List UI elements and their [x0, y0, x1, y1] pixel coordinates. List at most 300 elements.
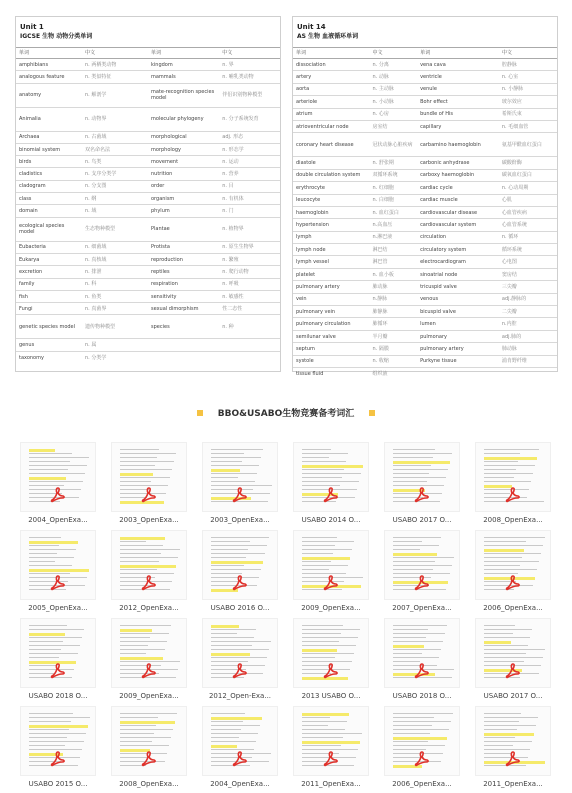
table-row — [293, 59, 557, 71]
term-cell: pulmonary — [417, 330, 499, 342]
thumbnail-text-line — [120, 745, 169, 746]
thumbnail-text-line — [393, 637, 426, 638]
term-cell: excretion — [16, 266, 82, 278]
thumbnail-text-line — [29, 549, 76, 550]
term-cell: cardiovascular disease — [417, 206, 499, 218]
table-row — [16, 156, 280, 168]
thumbnail-text-line — [393, 649, 441, 650]
pdf-file-item[interactable] — [14, 530, 102, 620]
translation-cell: n. 舒张期 — [370, 157, 418, 169]
translation-cell: n. 毛细血管 — [499, 120, 557, 132]
translation-cell: n. 敏感性 — [219, 290, 280, 302]
term-cell: birds — [16, 156, 82, 168]
thumbnail-text-line — [211, 537, 269, 538]
translation-cell: n. 小静脉 — [499, 83, 557, 95]
translation-cell: 碳氧血红蛋白 — [499, 169, 557, 181]
thumbnail-text-line — [120, 717, 158, 718]
term-cell: family — [16, 278, 82, 290]
pdf-icon — [141, 662, 157, 680]
pdf-file-item[interactable] — [196, 706, 284, 793]
file-name: 2003_OpenExa... — [210, 516, 270, 524]
thumbnail-text-line — [393, 625, 447, 626]
table-row — [293, 219, 557, 231]
thumbnail-text-line — [484, 629, 532, 630]
pdf-file-item[interactable] — [105, 618, 193, 708]
thumbnail-text-line — [120, 453, 176, 454]
translation-cell: 淋巴结 — [370, 244, 418, 256]
term-cell: genetic species model — [16, 315, 82, 339]
thumbnail-text-line — [484, 625, 515, 626]
table-row — [16, 83, 280, 107]
pdf-file-item[interactable] — [287, 442, 375, 532]
thumbnail-text-line — [29, 453, 72, 454]
term-cell: lumen — [417, 318, 499, 330]
table-row — [16, 193, 280, 205]
thumbnail-text-line — [211, 477, 238, 478]
pdf-file-item[interactable] — [287, 618, 375, 708]
unit-subtitle: IGCSE 生物 动物分类单词 — [20, 33, 93, 40]
translation-cell: n.高血压 — [370, 219, 418, 231]
term-cell: phylum — [148, 205, 219, 217]
thumbnail-text-line — [302, 561, 331, 562]
thumbnail-text-line — [211, 645, 252, 646]
pdf-file-item[interactable] — [469, 442, 557, 532]
pdf-file-item[interactable] — [378, 442, 466, 532]
thumbnail-text-line — [211, 737, 239, 738]
pdf-icon — [50, 486, 66, 504]
table-row — [293, 343, 557, 355]
translation-cell: n. 心动周期 — [499, 182, 557, 194]
thumbnail-text-line — [484, 645, 528, 646]
pdf-icon — [232, 750, 248, 768]
term-cell: dissociation — [293, 59, 370, 71]
thumbnail-text-line — [120, 657, 163, 660]
thumbnail-text-line — [484, 569, 537, 570]
thumbnail-text-line — [393, 541, 422, 542]
translation-cell: n. 动脉 — [370, 71, 418, 83]
thumbnail-text-line — [393, 645, 424, 648]
thumbnail-text-line — [302, 545, 335, 546]
thumbnail-text-line — [29, 449, 55, 452]
thumbnail-text-line — [29, 465, 87, 466]
thumbnail-text-line — [29, 629, 84, 630]
table-row — [293, 157, 557, 169]
table-row — [293, 169, 557, 181]
thumbnail-text-line — [302, 537, 337, 538]
table-row — [293, 330, 557, 342]
pdf-file-item[interactable] — [287, 706, 375, 793]
translation-cell: 房室结 — [370, 120, 418, 132]
file-name: USABO 2018 O... — [392, 692, 452, 700]
translation-cell — [219, 351, 280, 363]
translation-cell: n. 排泄 — [82, 266, 148, 278]
file-name: 2008_OpenExa... — [483, 516, 543, 524]
thumbnail-text-line — [29, 641, 63, 642]
vocab-sheet-unit-14 — [292, 16, 558, 377]
translation-cell: n. 真菌界 — [82, 303, 148, 315]
unit-title: Unit 1 — [20, 23, 44, 31]
translation-cell: n. 隔膜 — [370, 343, 418, 355]
thumbnail-text-line — [484, 457, 537, 460]
translation-cell: 心血管系统 — [499, 219, 557, 231]
translation-cell: 窦房结 — [499, 268, 557, 280]
term-cell: class — [16, 193, 82, 205]
term-cell: tissue fluid — [293, 367, 370, 379]
thumbnail-text-line — [120, 641, 167, 642]
bullet-square-icon — [197, 410, 203, 416]
table-row — [293, 206, 557, 218]
pdf-file-item[interactable] — [105, 530, 193, 620]
pdf-file-item[interactable] — [469, 706, 557, 793]
table-row — [293, 355, 557, 367]
translation-cell: n. 细菌域 — [82, 241, 148, 253]
table-row — [16, 278, 280, 290]
thumbnail-text-line — [211, 745, 237, 748]
thumbnail-text-line — [393, 717, 434, 718]
term-cell: mate-recognition species model — [148, 83, 219, 107]
thumbnail-text-line — [484, 653, 526, 654]
thumbnail-text-line — [393, 737, 447, 740]
thumbnail-text-line — [211, 633, 237, 634]
pdf-file-item[interactable] — [105, 442, 193, 532]
thumbnail-text-line — [120, 549, 180, 550]
thumbnail-text-line — [120, 481, 151, 482]
thumbnail-text-line — [393, 457, 433, 458]
thumbnail-text-line — [120, 725, 156, 726]
thumbnail-text-line — [120, 737, 171, 738]
translation-cell: n. 动物界 — [82, 107, 148, 131]
term-cell: venule — [417, 83, 499, 95]
table-row — [16, 351, 280, 363]
thumbnail-text-line — [120, 625, 171, 626]
table-header-row — [16, 48, 280, 59]
translation-cell: 双名命名法 — [82, 143, 148, 155]
thumbnail-text-line — [302, 713, 349, 716]
sheet-header — [16, 17, 280, 47]
translation-cell: n. 类似特征 — [82, 71, 148, 83]
file-name: USABO 2017 O... — [483, 692, 543, 700]
translation-cell: n. 血红蛋白 — [370, 206, 418, 218]
table-row — [293, 318, 557, 330]
translation-cell: n. 循环 — [499, 231, 557, 243]
thumbnail-text-line — [120, 553, 161, 554]
pdf-file-item[interactable] — [378, 530, 466, 620]
pdf-icon — [323, 574, 339, 592]
thumbnail-text-line — [120, 541, 146, 542]
pdf-file-item[interactable] — [287, 530, 375, 620]
thumbnail-text-line — [484, 565, 520, 566]
table-row — [293, 268, 557, 280]
pdf-icon — [414, 662, 430, 680]
thumbnail-text-line — [393, 741, 428, 742]
thumbnail-text-line — [484, 561, 539, 562]
thumbnail-text-line — [393, 641, 443, 642]
thumbnail-text-line — [484, 477, 514, 478]
term-cell: cardiac muscle — [417, 194, 499, 206]
thumbnail-text-line — [302, 465, 363, 468]
thumbnail-text-line — [393, 629, 428, 630]
file-name: 2011_OpenExa... — [483, 780, 543, 788]
pdf-file-item[interactable] — [196, 530, 284, 620]
term-cell: Eukarya — [16, 253, 82, 265]
translation-cell: 浦肯野纤维 — [499, 355, 557, 367]
thumbnail-text-line — [211, 449, 263, 450]
thumbnail-text-line — [393, 469, 448, 470]
bullet-square-icon — [369, 410, 375, 416]
thumbnail-text-line — [302, 653, 354, 654]
table-row — [293, 293, 557, 305]
term-cell: pulmonary artery — [293, 281, 370, 293]
thumbnail-text-line — [393, 729, 449, 730]
thumbnail-text-line — [484, 553, 541, 554]
term-cell: atrioventricular node — [293, 120, 370, 132]
pdf-icon — [323, 486, 339, 504]
pdf-icon — [323, 662, 339, 680]
pdf-file-item[interactable] — [469, 530, 557, 620]
thumbnail-text-line — [484, 541, 526, 542]
term-cell — [148, 351, 219, 363]
translation-cell: n. 原生生物界 — [219, 241, 280, 253]
thumbnail-text-line — [211, 545, 267, 546]
term-cell: ventricle — [417, 71, 499, 83]
file-name: 2008_OpenExa... — [119, 780, 179, 788]
pdf-file-item[interactable] — [196, 618, 284, 708]
term-cell: order — [148, 180, 219, 192]
table-row — [293, 244, 557, 256]
thumbnail-text-line — [302, 473, 361, 474]
translation-cell: n. 繁殖 — [219, 253, 280, 265]
file-name: 2012_OpenExa... — [119, 604, 179, 612]
pdf-file-item[interactable] — [14, 442, 102, 532]
thumbnail-text-line — [211, 461, 242, 462]
thumbnail-text-line — [211, 549, 248, 550]
thumbnail-text-line — [393, 733, 430, 734]
term-cell: binomial system — [16, 143, 82, 155]
term-cell: circulatory system — [417, 244, 499, 256]
thumbnail-text-line — [211, 557, 246, 558]
term-cell: Fungi — [16, 303, 82, 315]
thumbnail-text-line — [211, 725, 260, 726]
term-cell: cladogram — [16, 180, 82, 192]
thumbnail-text-line — [393, 553, 437, 556]
thumbnail-text-line — [393, 549, 420, 550]
vocab-table — [293, 47, 557, 380]
pdf-file-item[interactable] — [105, 706, 193, 793]
file-name: 2003_OpenExa... — [119, 516, 179, 524]
pdf-icon — [141, 486, 157, 504]
thumbnail-text-line — [211, 625, 239, 628]
thumbnail-text-line — [29, 745, 65, 746]
table-row — [293, 71, 557, 83]
term-cell: species — [148, 315, 219, 339]
file-name: 2004_OpenExa... — [28, 516, 88, 524]
translation-cell: 心电图 — [499, 256, 557, 268]
thumbnail-text-line — [120, 729, 173, 730]
thumbnail-text-line — [302, 461, 346, 462]
term-cell: analogous feature — [16, 71, 82, 83]
thumbnail-text-line — [120, 537, 165, 540]
translation-cell: n. 呼吸 — [219, 278, 280, 290]
table-row — [293, 182, 557, 194]
table-row — [293, 306, 557, 318]
translation-cell: n. 解剖学 — [82, 83, 148, 107]
thumbnail-text-line — [29, 653, 78, 654]
table-row — [293, 120, 557, 132]
thumbnail-text-line — [29, 733, 86, 734]
term-cell: mammals — [148, 71, 219, 83]
thumbnail-text-line — [211, 453, 244, 454]
term-cell: pulmonary circulation — [293, 318, 370, 330]
translation-cell: 希斯氏束 — [499, 108, 557, 120]
thumbnail-text-line — [29, 725, 88, 728]
thumbnail-text-line — [120, 645, 148, 646]
pdf-file-item[interactable] — [378, 618, 466, 708]
thumbnail-text-line — [302, 629, 360, 630]
thumbnail-text-line — [29, 633, 65, 636]
thumbnail-text-line — [29, 481, 83, 482]
file-name: USABO 2015 O... — [28, 780, 88, 788]
translation-cell: n. 有机体 — [219, 193, 280, 205]
term-cell: Protista — [148, 241, 219, 253]
term-cell: reptiles — [148, 266, 219, 278]
table-row — [16, 71, 280, 83]
term-cell: carbamino haemoglobin — [417, 133, 499, 157]
thumbnail-text-line — [211, 457, 261, 458]
translation-cell: n. 营养 — [219, 168, 280, 180]
pdf-icon — [50, 574, 66, 592]
table-row — [293, 281, 557, 293]
term-cell: circulation — [417, 231, 499, 243]
pdf-file-item[interactable] — [378, 706, 466, 793]
thumbnail-text-line — [302, 457, 329, 458]
term-cell: atrium — [293, 108, 370, 120]
thumbnail-text-line — [393, 461, 450, 464]
translation-cell: n.内腔 — [499, 318, 557, 330]
pdf-icon — [414, 750, 430, 768]
thumbnail-text-line — [302, 649, 337, 652]
pdf-icon — [505, 662, 521, 680]
thumbnail-text-line — [484, 481, 531, 482]
translation-cell: n. 纲 — [82, 193, 148, 205]
file-name: 2012_Open-Exa... — [208, 692, 272, 700]
thumbnail-text-line — [29, 553, 57, 554]
thumbnail-text-line — [29, 541, 78, 544]
pdf-icon — [505, 574, 521, 592]
file-name: 2005_OpenExa... — [28, 604, 88, 612]
file-name: USABO 2014 O... — [301, 516, 361, 524]
term-cell: sinoatrial node — [417, 268, 499, 280]
thumbnail-text-line — [393, 473, 429, 474]
pdf-icon — [141, 574, 157, 592]
term-cell: nutrition — [148, 168, 219, 180]
table-row — [16, 290, 280, 302]
thumbnail-text-line — [29, 557, 74, 558]
term-cell: morphological — [148, 131, 219, 143]
term-cell: reproduction — [148, 253, 219, 265]
table-row — [293, 256, 557, 268]
thumbnail-text-line — [29, 561, 55, 562]
thumbnail-text-line — [29, 721, 71, 722]
term-cell: arteriole — [293, 96, 370, 108]
translation-cell: 二尖瓣 — [499, 306, 557, 318]
table-row — [293, 133, 557, 157]
term-cell: pulmonary artery — [417, 343, 499, 355]
translation-cell: n. 运动 — [219, 156, 280, 168]
translation-cell: n. 古菌域 — [82, 131, 148, 143]
pdf-file-item[interactable] — [14, 618, 102, 708]
term-cell: kingdom — [148, 59, 219, 71]
term-cell: erythrocyte — [293, 182, 370, 194]
thumbnail-text-line — [120, 477, 170, 478]
thumbnail-text-line — [484, 453, 520, 454]
thumbnail-text-line — [29, 729, 69, 730]
thumbnail-text-line — [393, 721, 451, 722]
thumbnail-text-line — [120, 461, 174, 462]
term-cell: electrocardiogram — [417, 256, 499, 268]
pdf-file-item[interactable] — [14, 706, 102, 793]
translation-cell: adj.肺的 — [499, 330, 557, 342]
pdf-file-item[interactable] — [196, 442, 284, 532]
translation-cell: 淋巴管 — [370, 256, 418, 268]
translation-cell: n. 哺乳类动物 — [219, 71, 280, 83]
term-cell — [417, 367, 499, 379]
thumbnail-text-line — [393, 657, 439, 658]
file-name: 2013 USABO O... — [301, 692, 361, 700]
thumbnail-text-line — [29, 569, 89, 572]
thumbnail-text-line — [120, 473, 153, 476]
column-header: 单词 — [417, 48, 499, 59]
translation-cell: 肺动脉 — [499, 343, 557, 355]
translation-cell: 循环系统 — [499, 244, 557, 256]
translation-cell: 双循环系统 — [370, 169, 418, 181]
thumbnail-text-line — [120, 649, 165, 650]
table-row — [293, 108, 557, 120]
thumbnail-text-line — [29, 473, 85, 474]
file-name: USABO 2016 O... — [210, 604, 270, 612]
translation-cell — [219, 339, 280, 351]
pdf-file-item[interactable] — [469, 618, 557, 708]
term-cell — [148, 339, 219, 351]
term-cell: septum — [293, 343, 370, 355]
thumbnail-text-line — [393, 537, 441, 538]
term-cell: ecological species model — [16, 217, 82, 241]
translation-cell: 冠状动脉心脏疾病 — [370, 133, 418, 157]
thumbnail-text-line — [211, 469, 240, 472]
table-row — [16, 59, 280, 71]
term-cell: domain — [16, 205, 82, 217]
thumbnail-text-line — [29, 737, 67, 738]
column-header: 单词 — [16, 48, 82, 59]
table-row — [16, 315, 280, 339]
pdf-icon — [505, 486, 521, 504]
translation-cell: 心肌 — [499, 194, 557, 206]
thumbnail-text-line — [29, 545, 59, 546]
file-name: 2011_OpenExa... — [301, 780, 361, 788]
thumbnail-text-line — [302, 741, 360, 744]
thumbnail-text-line — [211, 653, 250, 656]
thumbnail-text-line — [29, 649, 61, 650]
thumbnail-text-line — [484, 469, 516, 470]
table-row — [16, 180, 280, 192]
thumbnail-text-line — [484, 721, 519, 722]
thumbnail-text-line — [302, 641, 339, 642]
thumbnail-text-line — [302, 721, 347, 722]
term-cell: Archaea — [16, 131, 82, 143]
column-header: 单词 — [148, 48, 219, 59]
translation-cell: n. 两栖类动物 — [82, 59, 148, 71]
column-header: 中文 — [499, 48, 557, 59]
thumbnail-text-line — [302, 541, 354, 542]
